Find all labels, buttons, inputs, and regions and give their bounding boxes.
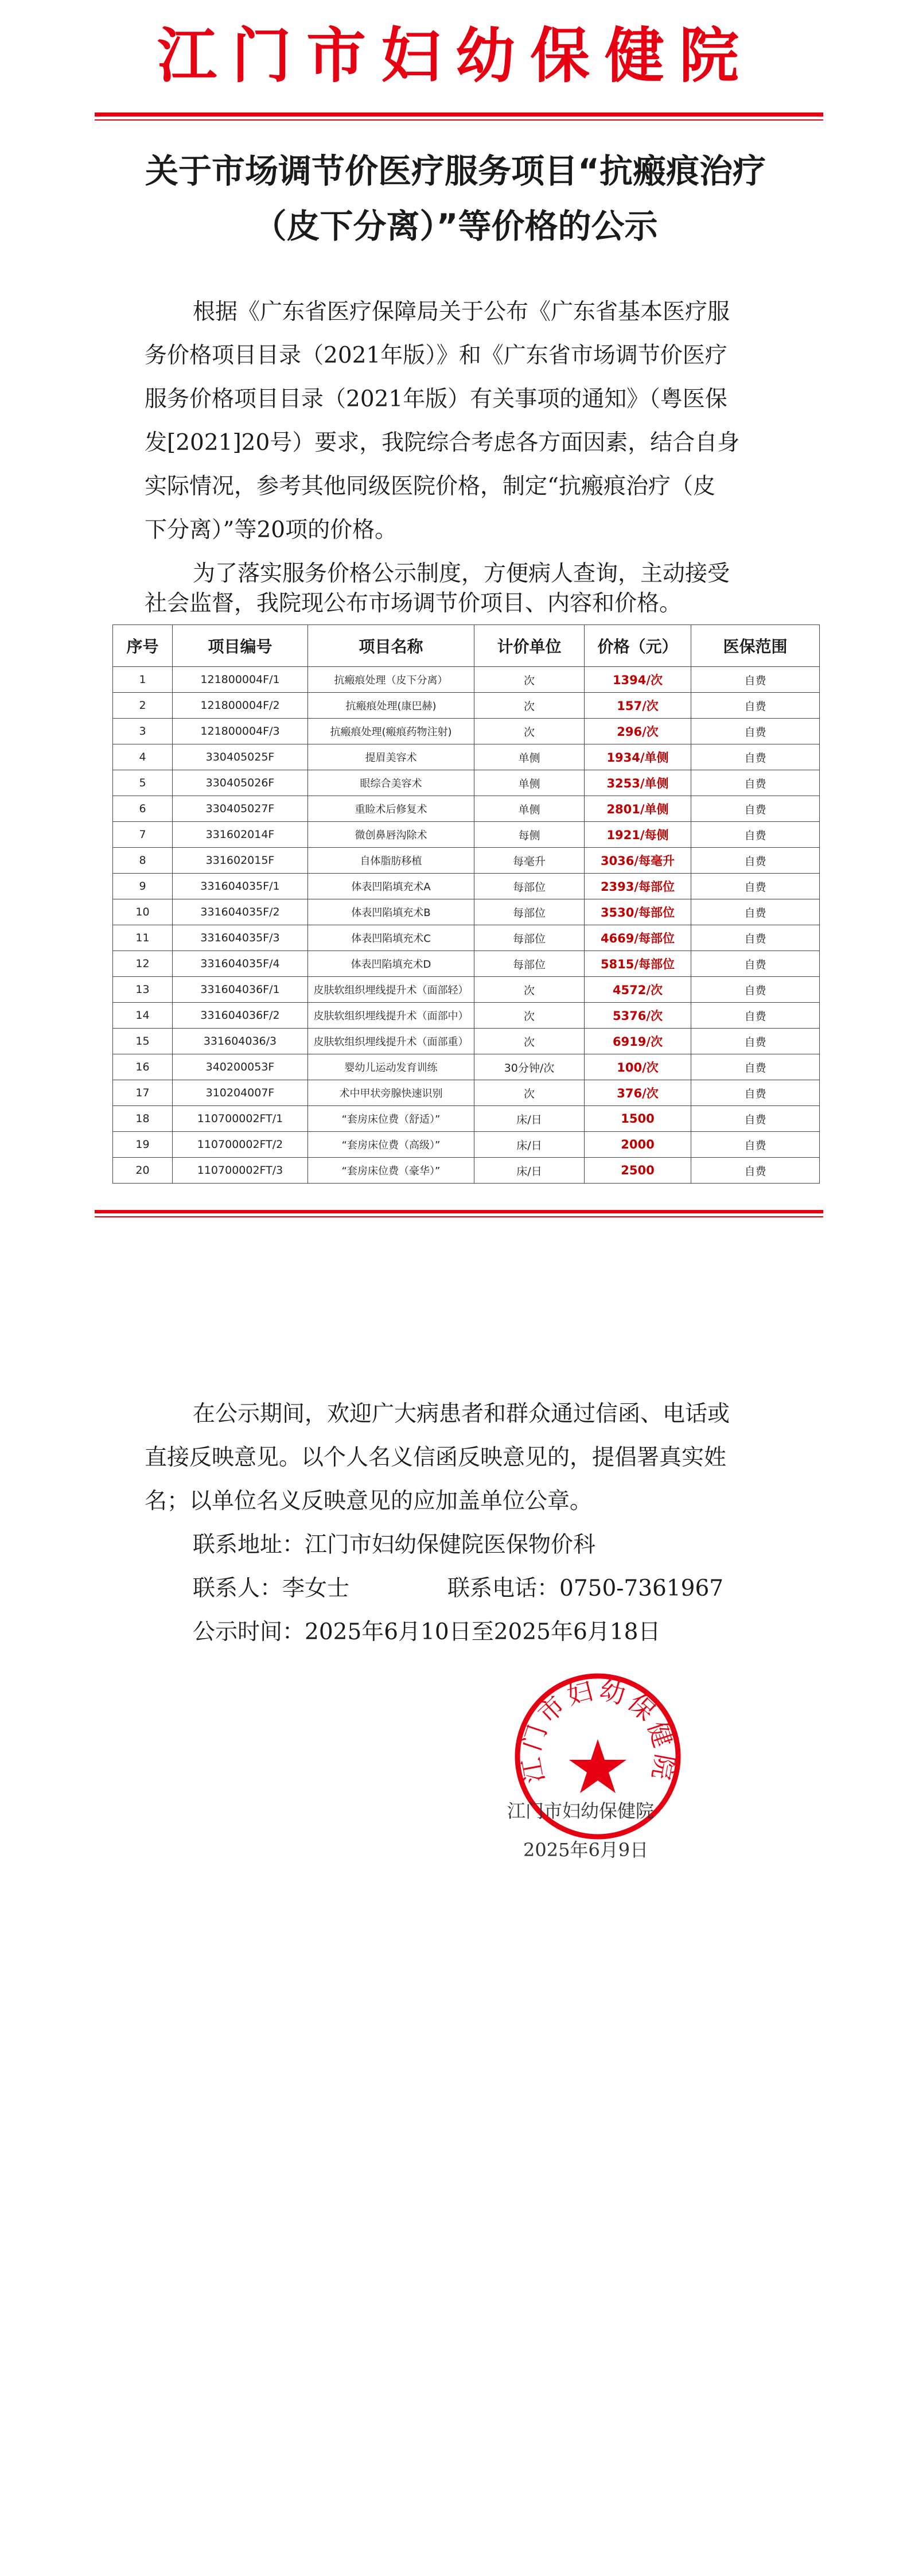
para1-line: 实际情况，参考其他同级医院价格，制定“抗瘢痕治疗（皮 [145, 474, 715, 499]
row-item-name: 皮肤软组织埋线提升术（面部轻） [308, 977, 474, 1003]
para1-line: 根据《广东省医疗保障局关于公布《广东省基本医疗服 [193, 299, 730, 325]
row-item-name: 皮肤软组织埋线提升术（面部重） [308, 1029, 474, 1054]
row-seq: 8 [113, 848, 173, 874]
row-price: 2500 [585, 1158, 691, 1184]
row-price: 1500 [585, 1106, 691, 1132]
row-insurance: 自费 [691, 1158, 820, 1184]
row-code: 331604036F/2 [173, 1003, 308, 1029]
seal-text: 江门市妇幼保健院 [516, 1675, 680, 1786]
header-price: 价格（元） [585, 625, 691, 667]
row-unit: 每侧 [474, 822, 585, 848]
para1-line: 下分离）”等20项的价格。 [145, 517, 398, 543]
row-code: 331604035F/4 [173, 951, 308, 977]
letterhead-title: 江门市妇幼保健院 [157, 20, 754, 91]
row-seq: 7 [113, 822, 173, 848]
row-item-name: 抗瘢痕处理(康巴赫) [308, 693, 474, 719]
table-row [113, 848, 820, 874]
signature-org: 江门市妇幼保健院 [507, 1800, 655, 1822]
row-code: 121800004F/2 [173, 693, 308, 719]
row-unit: 次 [474, 1003, 585, 1029]
table-row [113, 719, 820, 744]
price-table [112, 624, 820, 1184]
row-code: 110700002FT/3 [173, 1158, 308, 1184]
row-seq: 4 [113, 744, 173, 770]
row-seq: 17 [113, 1080, 173, 1106]
row-seq: 2 [113, 693, 173, 719]
table-row [113, 1054, 820, 1080]
row-price: 5376/次 [585, 1003, 691, 1029]
row-seq: 10 [113, 899, 173, 925]
row-price: 2801/单侧 [585, 796, 691, 822]
row-unit: 次 [474, 693, 585, 719]
table-row [113, 667, 820, 693]
row-seq: 3 [113, 719, 173, 744]
row-unit: 次 [474, 977, 585, 1003]
row-seq: 12 [113, 951, 173, 977]
row-unit: 单侧 [474, 796, 585, 822]
row-item-name: 体表凹陷填充术A [308, 874, 474, 899]
contact-phone: 联系电话：0750-7361967 [447, 1576, 724, 1601]
table-row [113, 1106, 820, 1132]
row-code: 331604035F/1 [173, 874, 308, 899]
para3-line: 在公示期间，欢迎广大病患者和群众通过信函、电话或 [193, 1401, 730, 1427]
row-code: 331604036F/1 [173, 977, 308, 1003]
para1-line: 发[2021]20号）要求，我院综合考虑各方面因素，结合自身 [145, 430, 740, 456]
table-row [113, 1132, 820, 1158]
row-seq: 13 [113, 977, 173, 1003]
row-unit: 单侧 [474, 770, 585, 796]
table-row [113, 796, 820, 822]
row-code: 110700002FT/1 [173, 1106, 308, 1132]
row-item-name: 婴幼儿运动发育训练 [308, 1054, 474, 1080]
row-price: 157/次 [585, 693, 691, 719]
table-bottom-rule-thick [95, 1210, 823, 1213]
row-item-name: 自体脂肪移植 [308, 848, 474, 874]
row-code: 110700002FT/2 [173, 1132, 308, 1158]
row-code: 310204007F [173, 1080, 308, 1106]
row-price: 100/次 [585, 1054, 691, 1080]
para2-line: 为了落实服务价格公示制度，方便病人查询，主动接受 [193, 561, 730, 587]
row-item-name: 重睑术后修复术 [308, 796, 474, 822]
title-line-1: 关于市场调节价医疗服务项目“抗瘢痕治疗 [145, 152, 766, 191]
row-item-name: 抗瘢痕处理（皮下分离） [308, 667, 474, 693]
row-price: 4572/次 [585, 977, 691, 1003]
row-insurance: 自费 [691, 770, 820, 796]
row-insurance: 自费 [691, 925, 820, 951]
para3-line: 名；以单位名义反映意见的应加盖单位公章。 [145, 1488, 593, 1514]
letterhead-rule-thick [95, 112, 823, 117]
signature-date: 2025年6月9日 [523, 1839, 649, 1861]
para2-line: 社会监督，我院现公布市场调节价项目、内容和价格。 [145, 591, 682, 616]
row-insurance: 自费 [691, 977, 820, 1003]
contact-person: 联系人：李女士 [193, 1576, 350, 1601]
row-seq: 18 [113, 1106, 173, 1132]
row-unit: 每部位 [474, 951, 585, 977]
row-item-name: 体表凹陷填充术D [308, 951, 474, 977]
row-insurance: 自费 [691, 1029, 820, 1054]
row-code: 331604035F/2 [173, 899, 308, 925]
row-seq: 5 [113, 770, 173, 796]
row-code: 331604036/3 [173, 1029, 308, 1054]
row-item-name: 抗瘢痕处理(瘢痕药物注射) [308, 719, 474, 744]
table-row [113, 1158, 820, 1184]
row-price: 3530/每部位 [585, 899, 691, 925]
row-unit: 床/日 [474, 1106, 585, 1132]
row-code: 330405027F [173, 796, 308, 822]
table-row [113, 1029, 820, 1054]
row-price: 4669/每部位 [585, 925, 691, 951]
row-insurance: 自费 [691, 822, 820, 848]
row-seq: 6 [113, 796, 173, 822]
row-insurance: 自费 [691, 1132, 820, 1158]
row-seq: 20 [113, 1158, 173, 1184]
row-seq: 14 [113, 1003, 173, 1029]
table-row [113, 1003, 820, 1029]
row-code: 331604035F/3 [173, 925, 308, 951]
row-code: 330405026F [173, 770, 308, 796]
row-code: 331602014F [173, 822, 308, 848]
row-price: 2000 [585, 1132, 691, 1158]
table-header-row [113, 625, 820, 667]
row-unit: 次 [474, 667, 585, 693]
row-code: 121800004F/3 [173, 719, 308, 744]
row-item-name: “套房床位费（舒适）” [308, 1106, 474, 1132]
row-price: 5815/每部位 [585, 951, 691, 977]
row-seq: 19 [113, 1132, 173, 1158]
row-insurance: 自费 [691, 1106, 820, 1132]
row-price: 1394/次 [585, 667, 691, 693]
row-item-name: 体表凹陷填充术C [308, 925, 474, 951]
table-bottom-rule-thin [95, 1216, 823, 1217]
row-unit: 每毫升 [474, 848, 585, 874]
row-insurance: 自费 [691, 744, 820, 770]
row-seq: 15 [113, 1029, 173, 1054]
row-unit: 每部位 [474, 925, 585, 951]
row-code: 330405025F [173, 744, 308, 770]
row-unit: 每部位 [474, 874, 585, 899]
row-insurance: 自费 [691, 1054, 820, 1080]
row-insurance: 自费 [691, 848, 820, 874]
row-code: 121800004F/1 [173, 667, 308, 693]
header-name: 项目名称 [308, 625, 474, 667]
row-item-name: “套房床位费（高级）” [308, 1132, 474, 1158]
seal-star-icon [569, 1739, 626, 1793]
table-row [113, 951, 820, 977]
row-code: 340200053F [173, 1054, 308, 1080]
table-row [113, 977, 820, 1003]
row-insurance: 自费 [691, 951, 820, 977]
row-insurance: 自费 [691, 796, 820, 822]
row-seq: 1 [113, 667, 173, 693]
row-unit: 30分钟/次 [474, 1054, 585, 1080]
row-unit: 单侧 [474, 744, 585, 770]
table-row [113, 874, 820, 899]
row-unit: 次 [474, 719, 585, 744]
row-unit: 床/日 [474, 1132, 585, 1158]
notice-period: 公示时间：2025年6月10日至2025年6月18日 [193, 1619, 661, 1645]
row-price: 1921/每侧 [585, 822, 691, 848]
row-price: 6919/次 [585, 1029, 691, 1054]
row-item-name: 术中甲状旁腺快速识别 [308, 1080, 474, 1106]
row-insurance: 自费 [691, 899, 820, 925]
table-row [113, 925, 820, 951]
row-price: 1934/单侧 [585, 744, 691, 770]
header-insurance: 医保范围 [691, 625, 820, 667]
row-insurance: 自费 [691, 719, 820, 744]
table-row [113, 822, 820, 848]
row-insurance: 自费 [691, 874, 820, 899]
header-seq: 序号 [113, 625, 173, 667]
row-price: 296/次 [585, 719, 691, 744]
row-item-name: 微创鼻唇沟除术 [308, 822, 474, 848]
row-price: 2393/每部位 [585, 874, 691, 899]
header-unit: 计价单位 [474, 625, 585, 667]
row-item-name: 体表凹陷填充术B [308, 899, 474, 925]
row-item-name: “套房床位费（豪华）” [308, 1158, 474, 1184]
title-line-2: （皮下分离）”等价格的公示 [253, 207, 658, 246]
row-price: 376/次 [585, 1080, 691, 1106]
table-row [113, 693, 820, 719]
para1-line: 服务价格项目目录（2021年版）有关事项的通知》（粤医保 [145, 386, 727, 412]
para3-line: 直接反映意见。以个人名义信函反映意见的，提倡署真实姓 [145, 1445, 727, 1471]
row-seq: 11 [113, 925, 173, 951]
row-unit: 次 [474, 1080, 585, 1106]
row-price: 3253/单侧 [585, 770, 691, 796]
row-price: 3036/每毫升 [585, 848, 691, 874]
table-row [113, 1080, 820, 1106]
row-insurance: 自费 [691, 667, 820, 693]
row-insurance: 自费 [691, 693, 820, 719]
row-insurance: 自费 [691, 1003, 820, 1029]
row-item-name: 提眉美容术 [308, 744, 474, 770]
table-row [113, 744, 820, 770]
header-code: 项目编号 [173, 625, 308, 667]
table-row [113, 899, 820, 925]
row-seq: 16 [113, 1054, 173, 1080]
row-seq: 9 [113, 874, 173, 899]
row-unit: 每部位 [474, 899, 585, 925]
row-insurance: 自费 [691, 1080, 820, 1106]
contact-address: 联系地址：江门市妇幼保健院医保物价科 [193, 1532, 596, 1558]
row-unit: 次 [474, 1029, 585, 1054]
letterhead-rule-thin [95, 119, 823, 121]
row-unit: 床/日 [474, 1158, 585, 1184]
para1-line: 务价格项目目录（2021年版）》和《广东省市场调节价医疗 [145, 343, 727, 368]
row-code: 331602015F [173, 848, 308, 874]
document-title [98, 143, 813, 254]
table-row [113, 770, 820, 796]
row-item-name: 皮肤软组织埋线提升术（面部中） [308, 1003, 474, 1029]
row-item-name: 眼综合美容术 [308, 770, 474, 796]
